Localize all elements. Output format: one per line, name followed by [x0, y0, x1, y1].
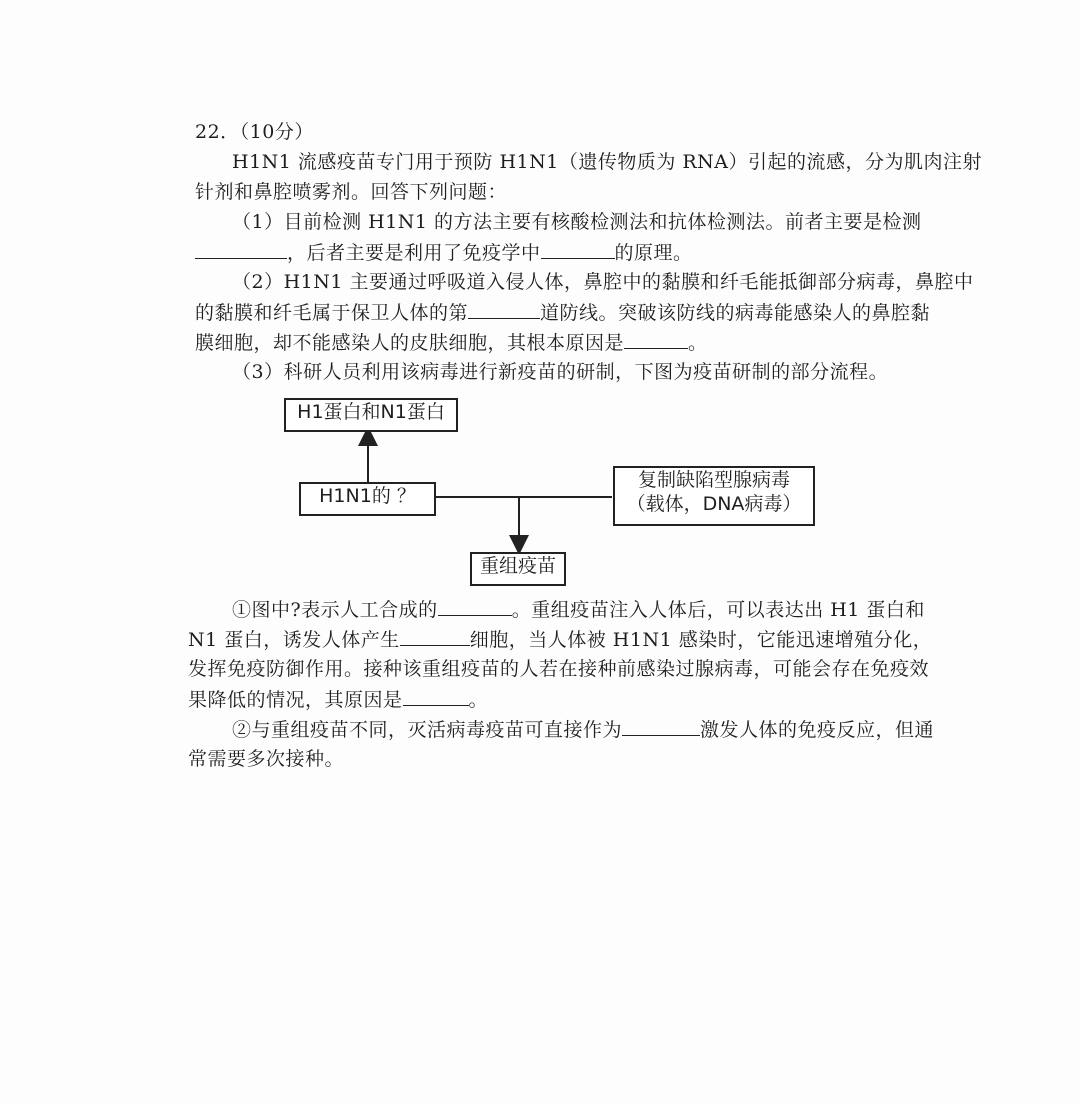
answer-blank[interactable]: [622, 717, 700, 736]
part2-line-3: [195, 330, 708, 355]
sub1-text-b: 。重组疫苗注入人体后，可以表达出 H1 蛋白和: [511, 599, 925, 621]
part1-line-1: （1）目前检测 H1N1 的方法主要有核酸检测法和抗体检测法。前者主要是检测: [232, 211, 922, 233]
intro-line-2: 针剂和鼻腔喷雾剂。回答下列问题：: [195, 181, 508, 203]
sub1-text-f: 。: [468, 689, 489, 711]
box-recombinant-vaccine: 重组疫苗: [470, 552, 566, 586]
answer-blank[interactable]: [541, 240, 615, 259]
sub2-text-a: ②与重组疫苗不同，灭活病毒疫苗可直接作为: [232, 719, 623, 741]
intro-line-1: H1N1 流感疫苗专门用于预防 H1N1（遗传物质为 RNA）引起的流感，分为肌肉注射: [232, 151, 983, 173]
sub1-text-c: N1 蛋白，诱发人体产生: [188, 629, 400, 651]
answer-blank[interactable]: [438, 597, 512, 616]
answer-blank[interactable]: [195, 240, 287, 259]
part2-text-b: 道防线。突破该防线的病毒能感染人的鼻腔黏: [540, 302, 931, 324]
sub1-line-4: [188, 687, 488, 712]
part2-line-2: [195, 300, 930, 325]
part1-line-2: [195, 240, 693, 265]
adenovirus-line-1: 复制缺陷型腺病毒: [637, 469, 790, 491]
part2-text-a: 的黏膜和纤毛属于保卫人体的第: [195, 302, 469, 324]
answer-blank[interactable]: [468, 300, 540, 319]
sub1-line-1: [232, 597, 925, 622]
sub1-text-e: 果降低的情况，其原因是: [188, 689, 403, 711]
sub2-line-1: [232, 717, 934, 742]
part2-line-1: （2）H1N1 主要通过呼吸道入侵人体，鼻腔中的黏膜和纤毛能抵御部分病毒，鼻腔中: [232, 271, 974, 293]
answer-blank[interactable]: [624, 330, 688, 349]
sub1-text-d: 细胞，当人体被 H1N1 感染时，它能迅速增殖分化，: [469, 629, 933, 651]
box-h1-n1-protein: H1蛋白和N1蛋白: [284, 398, 458, 432]
sub2-line-2: 常需要多次接种。: [188, 748, 345, 770]
adenovirus-line-2: （载体，DNA病毒）: [626, 493, 802, 515]
part1-text-a: ，后者主要是利用了免疫学中: [287, 242, 541, 264]
sub1-line-3: 发挥免疫防御作用。接种该重组疫苗的人若在接种前感染过腺病毒，可能会存在免疫效: [188, 658, 930, 680]
sub1-text-a: ①图中?表示人工合成的: [232, 599, 438, 621]
part3-line-1: （3）科研人员利用该病毒进行新疫苗的研制，下图为疫苗研制的部分流程。: [232, 361, 889, 383]
box-h1n1-unknown: H1N1的 ？: [299, 482, 436, 516]
sub1-line-2: [188, 627, 932, 652]
question-header: 22．（10分）: [195, 121, 314, 143]
part1-text-b: 的原理。: [614, 242, 693, 264]
answer-blank[interactable]: [403, 687, 469, 706]
part2-text-c: 膜细胞，却不能感染人的皮肤细胞，其根本原因是: [195, 332, 625, 354]
sub2-text-b: 激发人体的免疫反应，但通: [700, 719, 935, 741]
part2-text-d: 。: [688, 332, 708, 354]
box-adenovirus-vector: [613, 466, 815, 526]
answer-blank[interactable]: [400, 627, 470, 646]
